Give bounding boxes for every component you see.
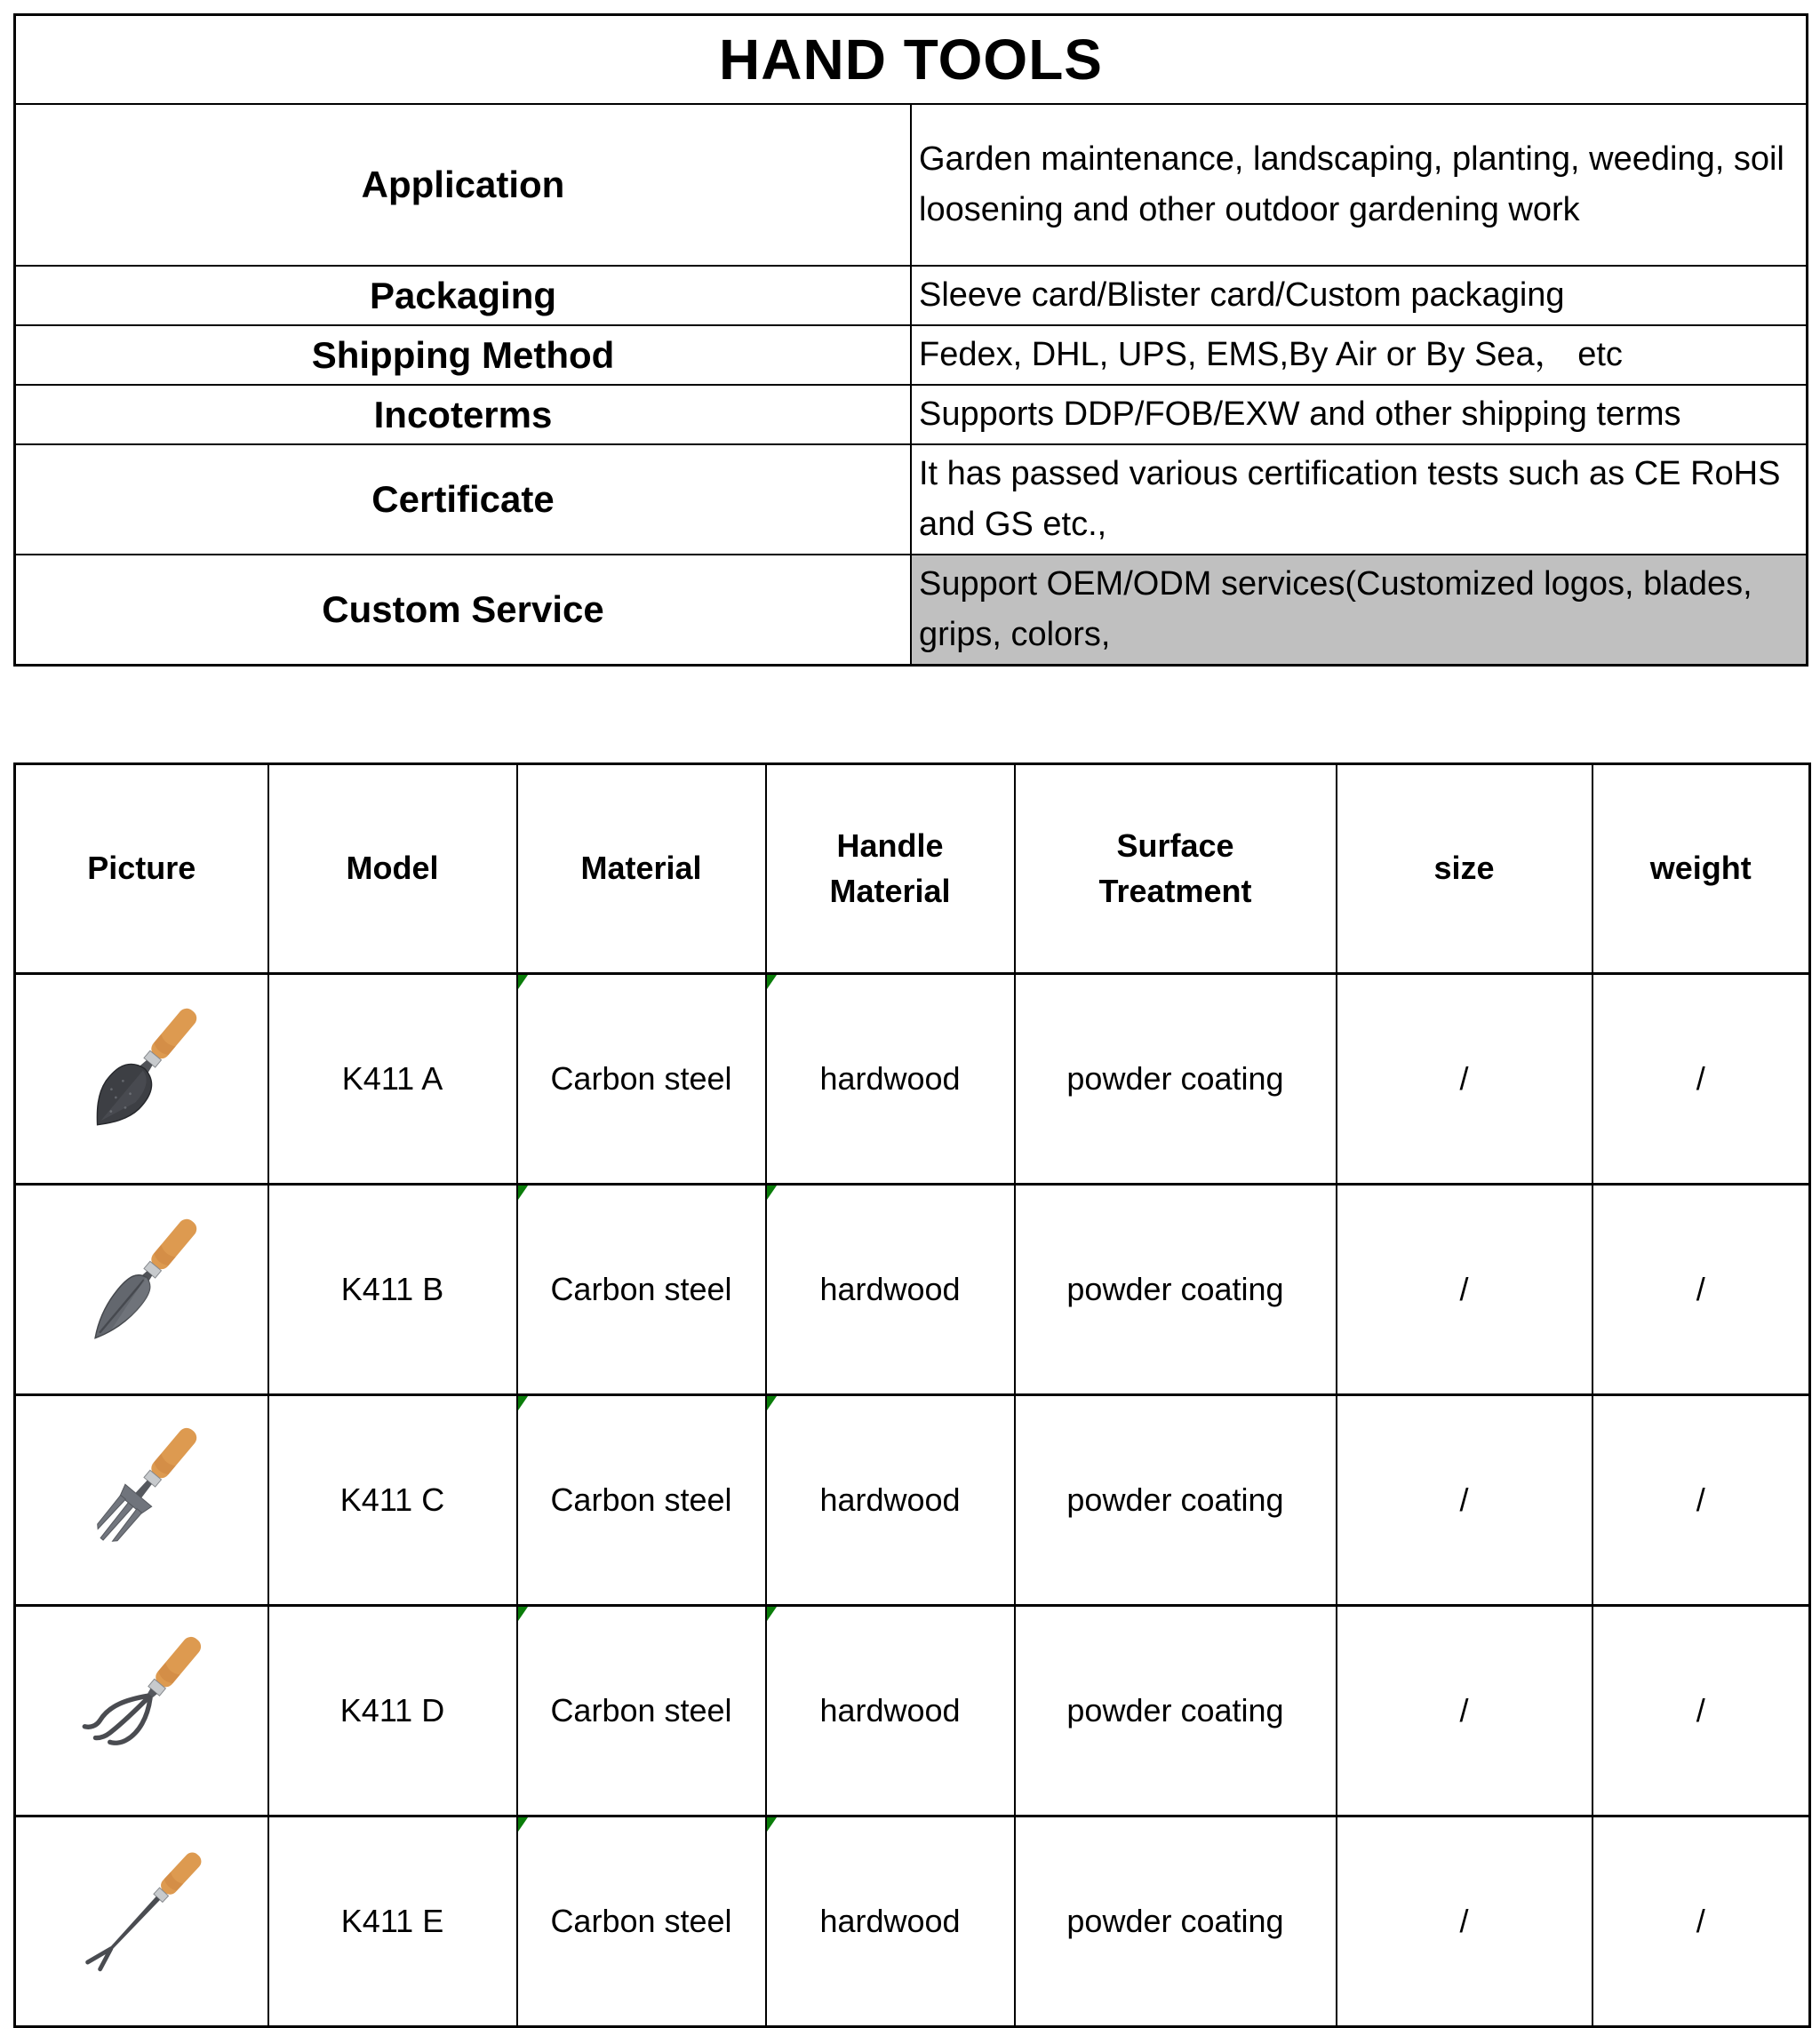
handle-material-text: hardwood — [819, 1271, 961, 1307]
product-photo — [16, 1396, 267, 1604]
spec-row-k411e — [15, 1816, 1810, 2027]
info-value-custom-service: Support OEM/ODM services(Customized logos, blades, grips, colors, — [911, 555, 1808, 666]
info-label-shipping-method: Shipping Method — [15, 325, 912, 385]
cell-error-indicator-icon — [518, 1396, 528, 1410]
cell-error-indicator-icon — [767, 975, 777, 989]
info-value-certificate: It has passed various certification tests such as CE RoHS and GS etc., — [911, 444, 1808, 555]
size-cell: / — [1337, 1606, 1592, 1816]
spec-row-k411c — [15, 1395, 1810, 1606]
weight-cell: / — [1592, 974, 1810, 1185]
cell-error-indicator-icon — [767, 1607, 777, 1621]
material-cell — [517, 1395, 766, 1606]
material-text: Carbon steel — [550, 1692, 732, 1729]
handle-material-text: hardwood — [819, 1060, 961, 1097]
weight-cell: / — [1592, 1606, 1810, 1816]
info-label-incoterms: Incoterms — [15, 385, 912, 444]
material-text: Carbon steel — [550, 1903, 732, 1939]
info-row-application — [15, 104, 1808, 266]
col-header-model: Model — [268, 764, 517, 974]
cell-error-indicator-icon — [767, 1817, 777, 1832]
surface-treatment-cell: powder coating — [1015, 1395, 1337, 1606]
handle-material-text: hardwood — [819, 1481, 961, 1518]
size-cell: / — [1337, 1816, 1592, 2027]
model-cell: K411 A — [268, 974, 517, 1185]
col-header-material: Material — [517, 764, 766, 974]
weight-cell: / — [1592, 1185, 1810, 1395]
info-label-packaging: Packaging — [15, 266, 912, 325]
surface-treatment-cell: powder coating — [1015, 1606, 1337, 1816]
product-photo — [16, 975, 267, 1183]
weight-cell: / — [1592, 1395, 1810, 1606]
cell-error-indicator-icon — [518, 1817, 528, 1832]
material-text: Carbon steel — [550, 1060, 732, 1097]
picture-cell — [15, 974, 268, 1185]
material-cell — [517, 974, 766, 1185]
spec-row-k411d — [15, 1606, 1810, 1816]
info-label-custom-service: Custom Service — [15, 555, 912, 666]
handle-material-cell — [766, 1816, 1015, 2027]
picture-cell — [15, 1395, 268, 1606]
size-cell: / — [1337, 974, 1592, 1185]
cell-error-indicator-icon — [518, 975, 528, 989]
handle-material-cell — [766, 1395, 1015, 1606]
col-header-picture: Picture — [15, 764, 268, 974]
weeder-icon — [51, 1831, 232, 2012]
product-photo — [16, 1817, 267, 2025]
cell-error-indicator-icon — [767, 1396, 777, 1410]
garden-trowel-icon — [51, 988, 232, 1170]
spec-header-row — [15, 764, 1810, 974]
spec-row-k411a — [15, 974, 1810, 1185]
transplanting-trowel-icon — [51, 1199, 232, 1380]
picture-cell — [15, 1606, 268, 1816]
model-cell: K411 B — [268, 1185, 517, 1395]
info-row-custom-service — [15, 555, 1808, 666]
surface-treatment-cell: powder coating — [1015, 1185, 1337, 1395]
picture-cell — [15, 1185, 268, 1395]
cell-error-indicator-icon — [767, 1186, 777, 1200]
info-value-shipping-method: Fedex, DHL, UPS, EMS,By Air or By Sea， etc — [911, 325, 1808, 385]
surface-treatment-cell: powder coating — [1015, 974, 1337, 1185]
info-value-packaging: Sleeve card/Blister card/Custom packaging — [911, 266, 1808, 325]
handle-material-cell — [766, 974, 1015, 1185]
handle-material-text: hardwood — [819, 1903, 961, 1939]
handle-material-cell — [766, 1606, 1015, 1816]
info-value-application: Garden maintenance, landscaping, planting, weeding, soil loosening and other outdoor gardening work — [911, 104, 1808, 266]
info-label-application: Application — [15, 104, 912, 266]
size-cell: / — [1337, 1185, 1592, 1395]
info-row-certificate — [15, 444, 1808, 555]
product-photo — [16, 1186, 267, 1393]
info-row-packaging — [15, 266, 1808, 325]
col-header-surface-treatment: Surface Treatment — [1015, 764, 1337, 974]
col-header-weight: weight — [1592, 764, 1810, 974]
col-header-handle-material: Handle Material — [766, 764, 1015, 974]
surface-treatment-cell: powder coating — [1015, 1816, 1337, 2027]
model-cell: K411 C — [268, 1395, 517, 1606]
material-cell — [517, 1816, 766, 2027]
info-row-incoterms — [15, 385, 1808, 444]
hand-fork-icon — [51, 1409, 232, 1591]
material-cell — [517, 1606, 766, 1816]
info-label-certificate: Certificate — [15, 444, 912, 555]
info-title-row — [15, 15, 1808, 105]
hand-cultivator-icon — [51, 1620, 232, 1801]
size-cell: / — [1337, 1395, 1592, 1606]
product-info-table — [13, 13, 1808, 667]
cell-error-indicator-icon — [518, 1607, 528, 1621]
handle-material-cell — [766, 1185, 1015, 1395]
product-spec-table — [13, 762, 1811, 2028]
info-row-shipping-method — [15, 325, 1808, 385]
col-header-size: size — [1337, 764, 1592, 974]
material-text: Carbon steel — [550, 1481, 732, 1518]
model-cell: K411 E — [268, 1816, 517, 2027]
model-cell: K411 D — [268, 1606, 517, 1816]
weight-cell: / — [1592, 1816, 1810, 2027]
handle-material-text: hardwood — [819, 1692, 961, 1729]
material-text: Carbon steel — [550, 1271, 732, 1307]
picture-cell — [15, 1816, 268, 2027]
page-title: HAND TOOLS — [15, 15, 1808, 105]
cell-error-indicator-icon — [518, 1186, 528, 1200]
product-photo — [16, 1607, 267, 1815]
spec-row-k411b — [15, 1185, 1810, 1395]
material-cell — [517, 1185, 766, 1395]
info-value-incoterms: Supports DDP/FOB/EXW and other shipping terms — [911, 385, 1808, 444]
